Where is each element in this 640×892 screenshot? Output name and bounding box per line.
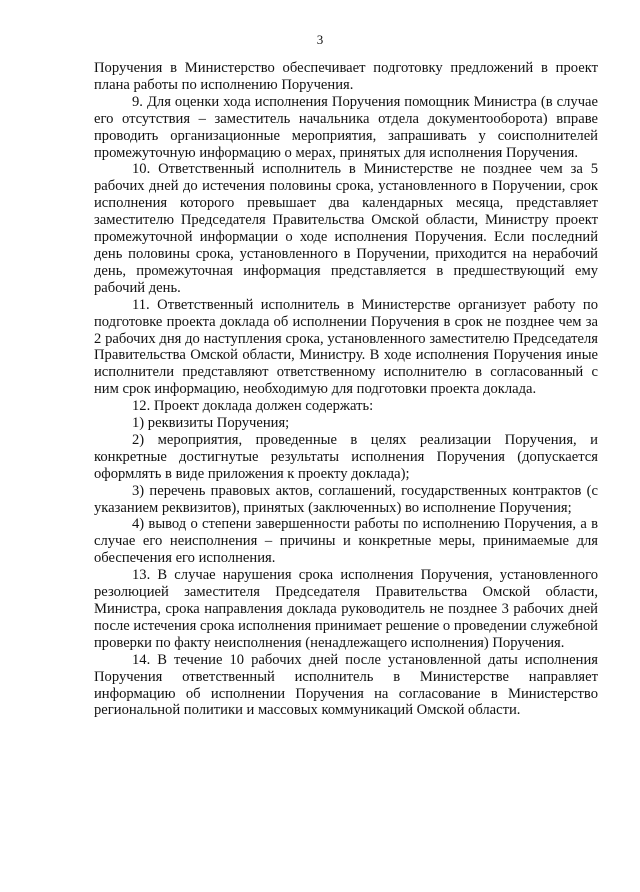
document-body xyxy=(94,60,598,719)
paragraph-clause-14: 14. В течение 10 рабочих дней после установленной даты исполнения Поручения ответственный исполнитель в Министерстве направляет информацию об исполнении Поручения на согласование в Министерство региональной политики и массовых коммуникаций Омской области. xyxy=(94,651,598,719)
paragraph-continuation: Поручения в Министерство обеспечивает подготовку предложений в проект плана работы по исполнению Поручения. xyxy=(94,60,598,93)
paragraph-clause-9: 9. Для оценки хода исполнения Поручения помощник Министра (в случае его отсутствия – заместитель начальника отдела документооборота) вправе проводить организационные мероприятия, запрашивать у соисполнителей промежуточную информацию о мерах, принятых для исполнения Поручения. xyxy=(94,93,598,161)
paragraph-clause-13: 13. В случае нарушения срока исполнения Поручения, установленного резолюцией заместителя Председателя Правительства Омской области, Министра, срока направления доклада руководитель не позднее 3 рабочих дней после истечения срока исполнения принимает решение о проведении служебной проверки по факту неисполнения (ненадлежащего исполнения) Поручения. xyxy=(94,567,598,651)
list-item-4: 4) вывод о степени завершенности работы по исполнению Поручения, а в случае его неисполнения – причины и конкретные меры, принимаемые для обеспечения его исполнения. xyxy=(94,516,598,567)
paragraph-clause-11: 11. Ответственный исполнитель в Министерстве организует работу по подготовке проекта доклада об исполнении Поручения в срок не позднее чем за 2 рабочих дня до наступления срока, установленного заместителю Председателя Правительства Омской области, Министру. В ходе исполнения Поручения иные исполнители представляют ответственному исполнителю в согласованный с ним срок информацию, необходимую для подготовки проекта доклада. xyxy=(94,296,598,398)
list-item-2: 2) мероприятия, проведенные в целях реализации Поручения, и конкретные достигнутые результаты исполнения Поручения (допускается оформлять в виде приложения к проекту доклада); xyxy=(94,431,598,482)
list-item-1: 1) реквизиты Поручения; xyxy=(132,415,290,432)
page-number: 3 xyxy=(316,32,324,47)
list-item-3: 3) перечень правовых актов, соглашений, государственных контрактов (с указанием реквизитов), принятых (заключенных) во исполнение Поручения; xyxy=(94,482,598,516)
paragraph-clause-12: 12. Проект доклада должен содержать: xyxy=(132,398,374,415)
paragraph-clause-10: 10. Ответственный исполнитель в Министерстве не позднее чем за 5 рабочих дней до истечения половины срока, установленного в Поручении, срок исполнения которого превышает два календарных месяца, представляет заместителю Председателя Правительства Омской области, Министру проект промежуточной информации о ходе исполнения Поручения. Если последний день половины срока, установленного в Поручении, приходится на нерабочий день, промежуточная информация представляется в предшествующий ему рабочий день. xyxy=(94,161,598,296)
